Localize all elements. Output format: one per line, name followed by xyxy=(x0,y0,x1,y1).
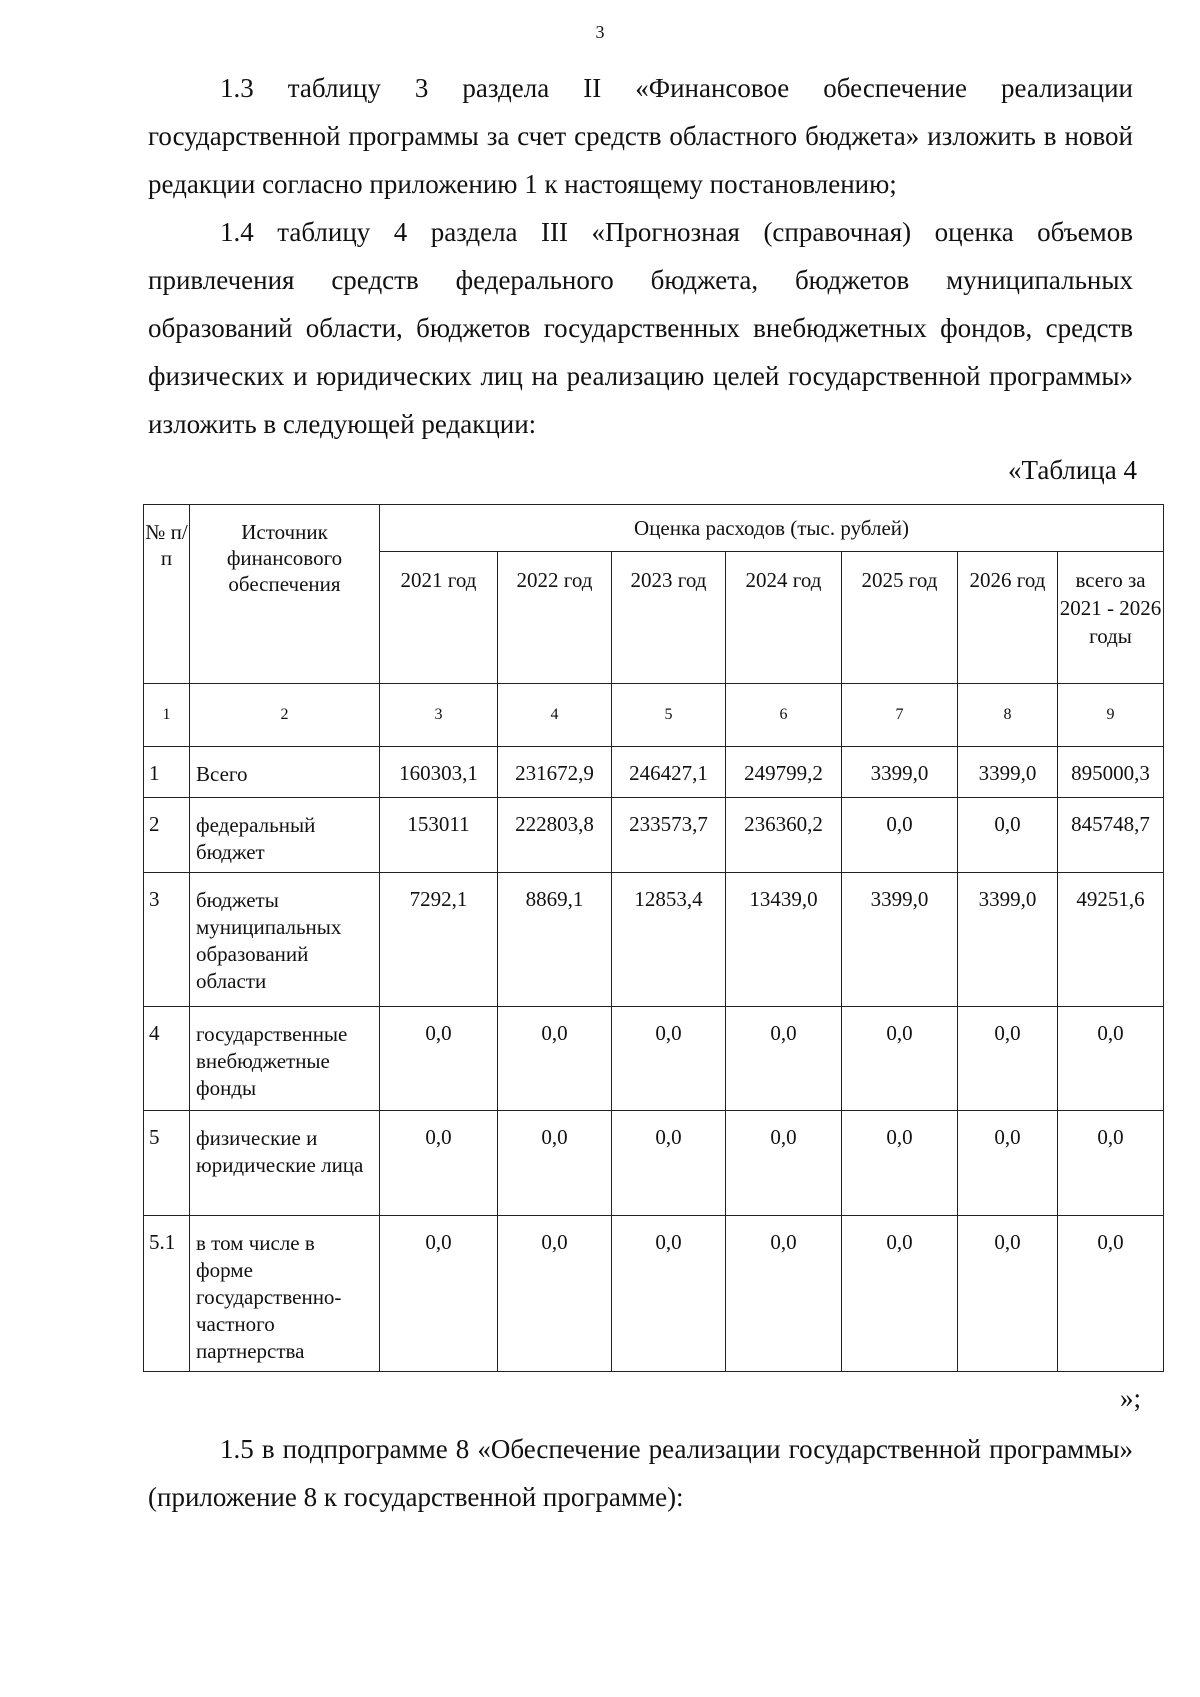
header-group: Оценка расходов (тыс. рублей) xyxy=(380,505,1164,552)
row-value: 246427,1 xyxy=(612,747,726,798)
row-value: 153011 xyxy=(380,798,498,873)
row-label: государственные внебюджетные фонды xyxy=(190,1007,380,1111)
table-row xyxy=(144,873,1164,1007)
table-row xyxy=(144,1111,1164,1216)
row-value: 0,0 xyxy=(726,1216,842,1372)
column-index: 3 xyxy=(380,684,498,747)
row-value: 0,0 xyxy=(380,1216,498,1372)
row-value: 0,0 xyxy=(842,1007,958,1111)
row-value: 0,0 xyxy=(842,1216,958,1372)
row-value: 160303,1 xyxy=(380,747,498,798)
column-index: 7 xyxy=(842,684,958,747)
header-total: всего за 2021 - 2026 годы xyxy=(1058,552,1164,684)
row-label: бюджеты муниципальных образований области xyxy=(190,873,380,1007)
row-value: 8869,1 xyxy=(498,873,612,1007)
row-value: 13439,0 xyxy=(726,873,842,1007)
row-value: 0,0 xyxy=(1058,1216,1164,1372)
row-value: 895000,3 xyxy=(1058,747,1164,798)
row-number: 5.1 xyxy=(144,1216,190,1372)
row-label: Всего xyxy=(190,747,380,798)
column-index-row xyxy=(144,684,1164,747)
column-index: 6 xyxy=(726,684,842,747)
row-number: 3 xyxy=(144,873,190,1007)
column-index: 8 xyxy=(958,684,1058,747)
row-label: федеральный бюджет xyxy=(190,798,380,873)
header-year: 2021 год xyxy=(380,552,498,684)
row-value: 7292,1 xyxy=(380,873,498,1007)
row-value: 0,0 xyxy=(726,1111,842,1216)
page-number: 3 xyxy=(595,22,605,42)
header-year: 2026 год xyxy=(958,552,1058,684)
column-index: 5 xyxy=(612,684,726,747)
closing-quote: »; xyxy=(1119,1383,1141,1413)
header-year: 2022 год xyxy=(498,552,612,684)
table-row xyxy=(144,1216,1164,1372)
paragraph-1-4: 1.4 таблицу 4 раздела III «Прогнозная (справочная) оценка объемов привлечения средств федерального бюджета, бюджетов муниципальных образований области, бюджетов государственных внебюджетных фондов, средств физических и юридических лиц на реализацию целей государственной программы» изложить в следующей редакции: xyxy=(148,217,1133,439)
row-number: 5 xyxy=(144,1111,190,1216)
header-source: Источник финансового обеспечения xyxy=(190,505,380,684)
row-value: 0,0 xyxy=(612,1111,726,1216)
header-year: 2023 год xyxy=(612,552,726,684)
row-value: 0,0 xyxy=(958,798,1058,873)
row-value: 0,0 xyxy=(1058,1007,1164,1111)
row-number: 4 xyxy=(144,1007,190,1111)
row-label: физические и юридические лица xyxy=(190,1111,380,1216)
header-num: № п/п xyxy=(144,505,190,684)
column-index: 2 xyxy=(190,684,380,747)
row-value: 3399,0 xyxy=(842,747,958,798)
table-caption: «Таблица 4 xyxy=(1008,455,1137,485)
header-year: 2025 год xyxy=(842,552,958,684)
row-value: 3399,0 xyxy=(958,873,1058,1007)
row-value: 0,0 xyxy=(612,1007,726,1111)
table-row xyxy=(144,1007,1164,1111)
row-value: 222803,8 xyxy=(498,798,612,873)
row-value: 249799,2 xyxy=(726,747,842,798)
row-number: 1 xyxy=(144,747,190,798)
row-value: 231672,9 xyxy=(498,747,612,798)
paragraph-1-5: 1.5 в подпрограмме 8 «Обеспечение реализации государственной программы» (приложение 8 к государственной программе): xyxy=(148,1434,1133,1512)
row-label: в том числе в форме государственно-частного партнерства xyxy=(190,1216,380,1372)
row-value: 0,0 xyxy=(1058,1111,1164,1216)
row-value: 0,0 xyxy=(380,1111,498,1216)
row-value: 0,0 xyxy=(498,1216,612,1372)
row-value: 845748,7 xyxy=(1058,798,1164,873)
financing-table xyxy=(143,504,1164,1372)
row-value: 0,0 xyxy=(498,1111,612,1216)
row-value: 3399,0 xyxy=(842,873,958,1007)
row-value: 0,0 xyxy=(726,1007,842,1111)
paragraph-1-3: 1.3 таблицу 3 раздела II «Финансовое обеспечение реализации государственной программы за счет средств областного бюджета» изложить в новой редакции согласно приложению 1 к настоящему постановлению; xyxy=(148,73,1133,199)
row-value: 0,0 xyxy=(958,1111,1058,1216)
row-value: 49251,6 xyxy=(1058,873,1164,1007)
row-value: 236360,2 xyxy=(726,798,842,873)
row-value: 0,0 xyxy=(380,1007,498,1111)
row-value: 0,0 xyxy=(842,798,958,873)
row-value: 12853,4 xyxy=(612,873,726,1007)
row-value: 0,0 xyxy=(498,1007,612,1111)
row-value: 233573,7 xyxy=(612,798,726,873)
row-value: 0,0 xyxy=(958,1007,1058,1111)
row-value: 0,0 xyxy=(958,1216,1058,1372)
header-year: 2024 год xyxy=(726,552,842,684)
table-row xyxy=(144,798,1164,873)
row-value: 0,0 xyxy=(842,1111,958,1216)
column-index: 4 xyxy=(498,684,612,747)
column-index: 1 xyxy=(144,684,190,747)
column-index: 9 xyxy=(1058,684,1164,747)
row-value: 3399,0 xyxy=(958,747,1058,798)
row-value: 0,0 xyxy=(612,1216,726,1372)
row-number: 2 xyxy=(144,798,190,873)
table-row xyxy=(144,747,1164,798)
